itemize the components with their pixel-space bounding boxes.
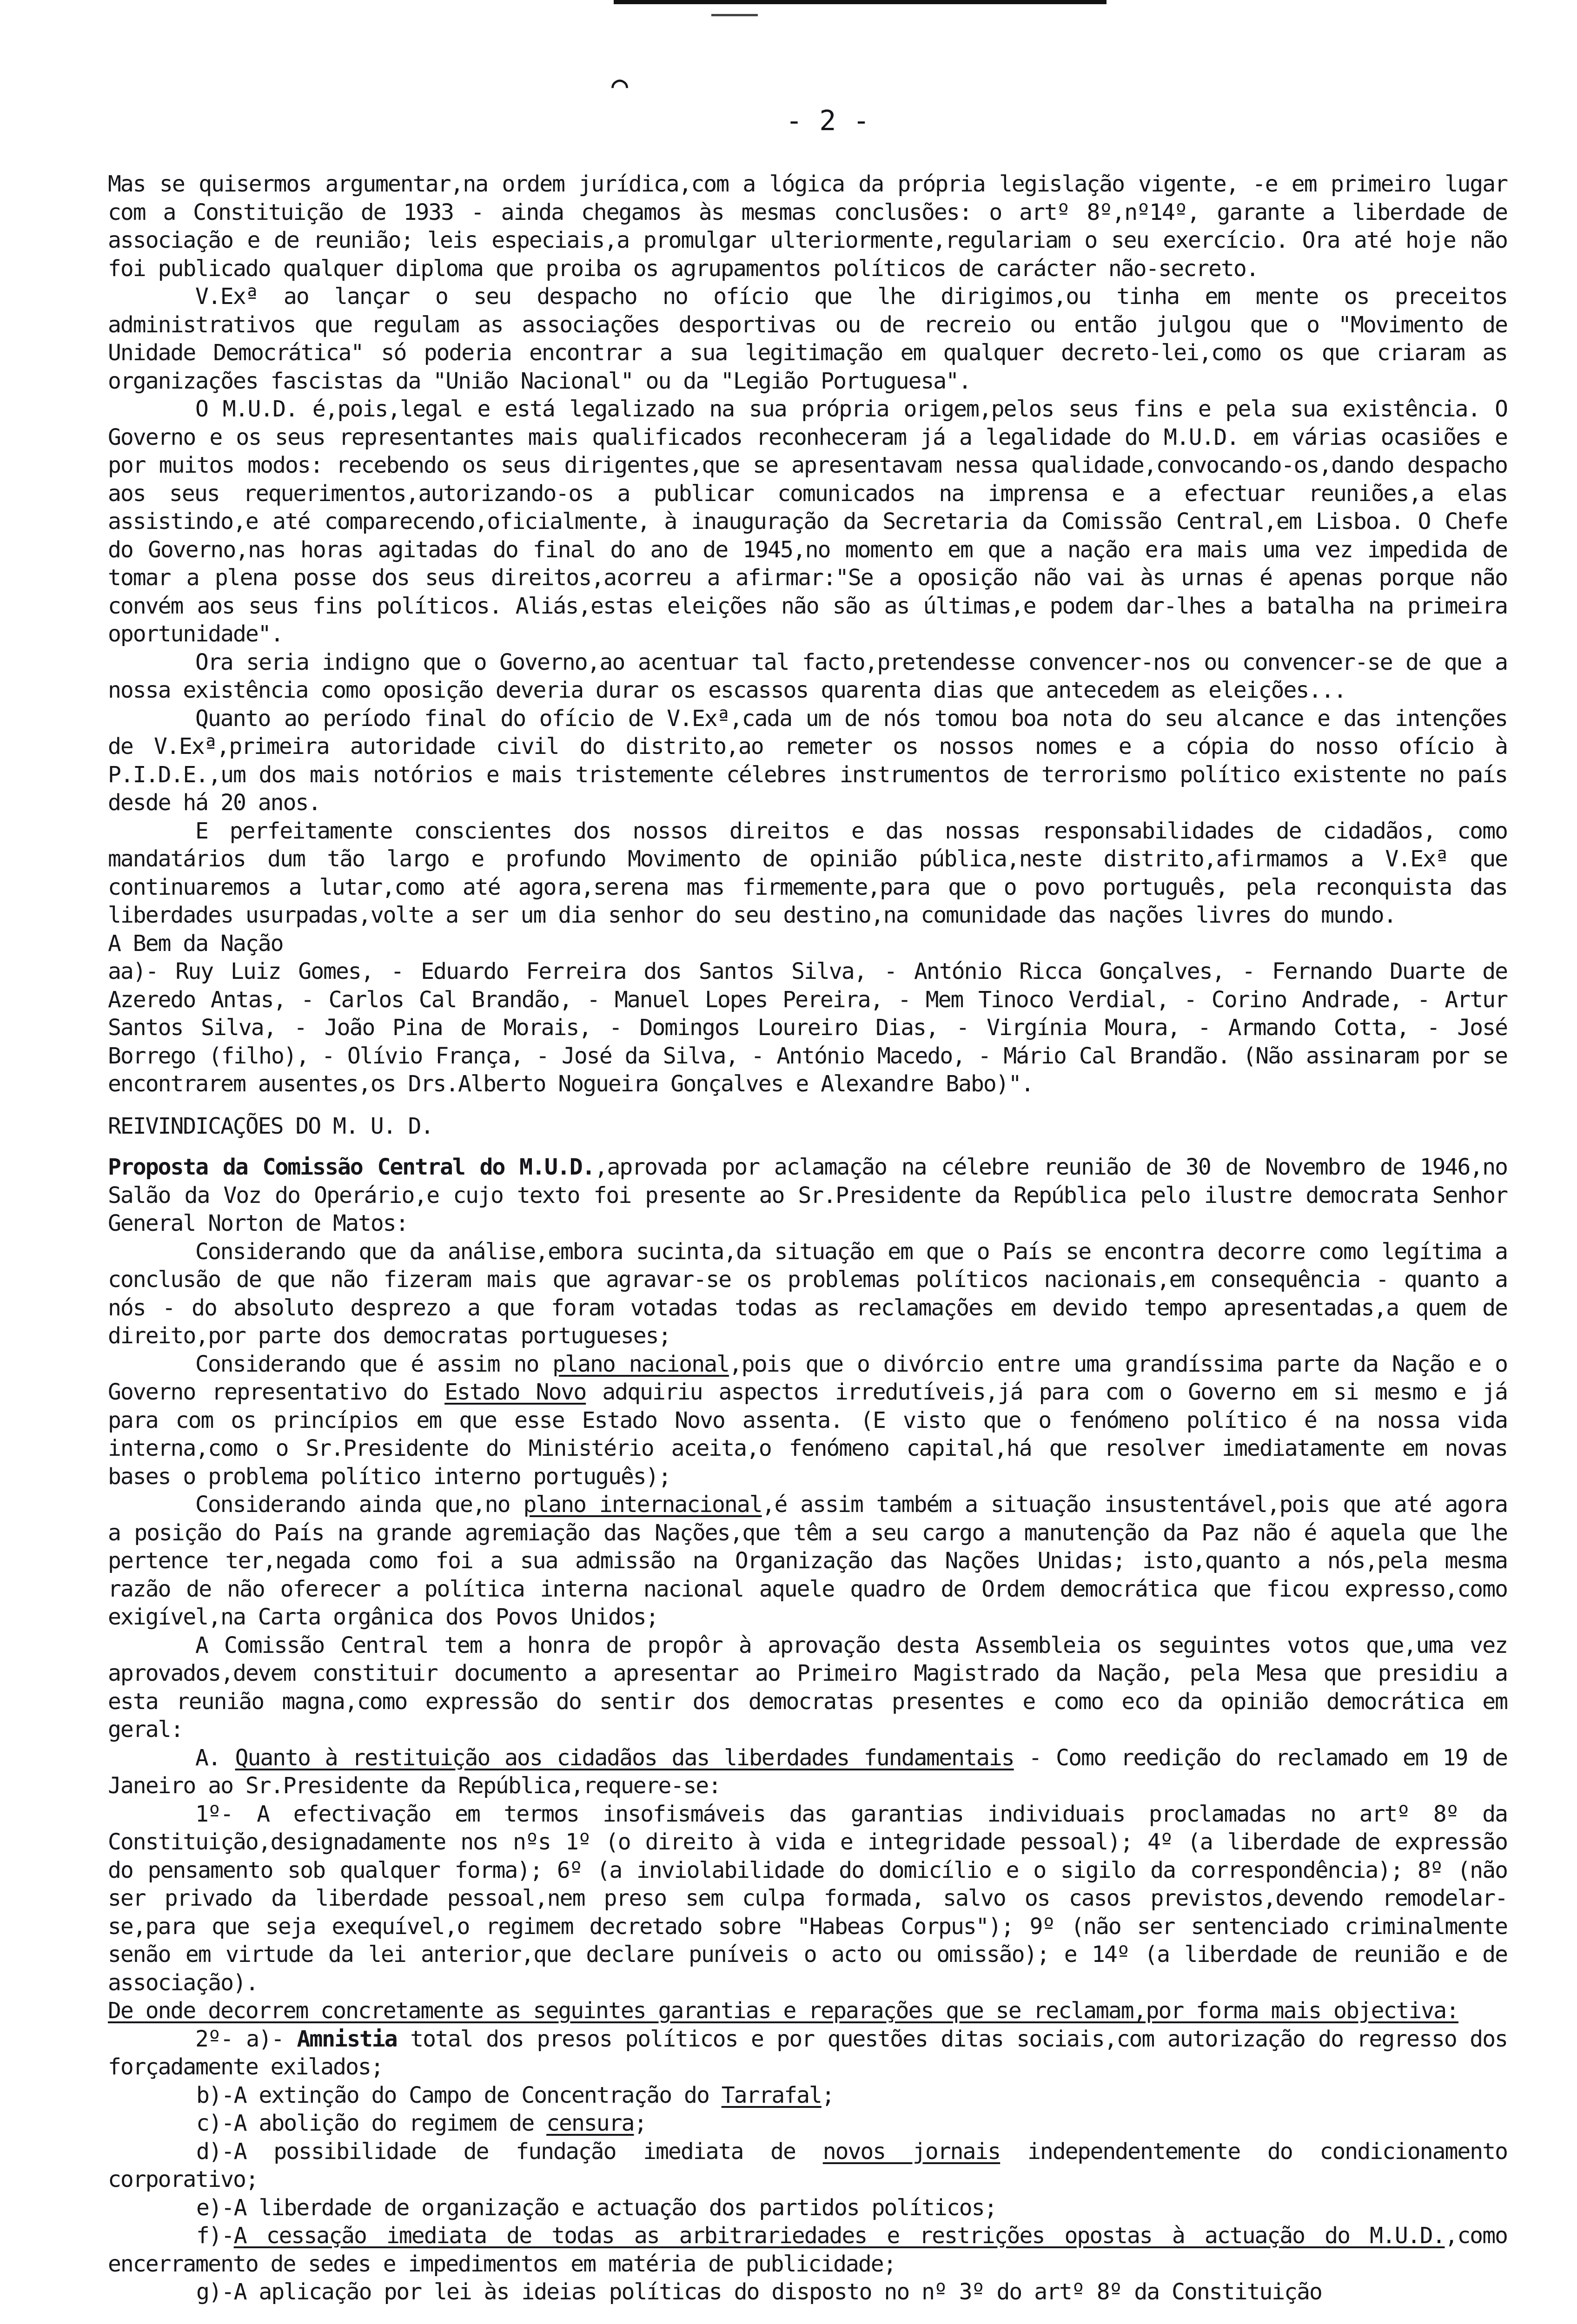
document-body bbox=[108, 170, 1507, 2306]
signatures: aa)- Ruy Luiz Gomes, - Eduardo Ferreira dos Santos Silva, - António Ricca Gonçalves, - Fernando Duarte de Azeredo Antas, - Carlos Cal Brandão, - Manuel Lopes Pereira, - Mem Tinoco Verdial, - Corino Andrade, - Artur Santos Silva, - João Pina de Morais, - Domingos Loureiro Dias, - Virgínia Moura, - Armando Cotta, - José Borrego (filho), - Olívio França, - José da Silva, - António Macedo, - Mário Cal Brandão. (Não assinaram por se encontrarem ausentes,os Drs.Alberto Nogueira Gonçalves e Alexandre Babo)". bbox=[108, 958, 1507, 1097]
underlined-text: Quanto à restituição aos cidadãos das liberdades fundamentais bbox=[235, 1744, 1014, 1771]
text-run: 2º- a)- bbox=[195, 2026, 297, 2052]
decorrem-line: De onde decorrem concretamente as seguintes garantias e reparações que se reclamam,por forma mais objectiva: bbox=[108, 1998, 1459, 2024]
text-run: ,como encerramento de sedes e impedimentos em matéria de publicidade; bbox=[108, 2223, 1507, 2277]
page-number: - 2 - bbox=[786, 105, 870, 137]
closing-formula: A Bem da Nação bbox=[108, 930, 283, 957]
item-2g: g)-A aplicação por lei às ideias políticas do disposto no nº 3º do artº 8º da Constituição bbox=[196, 2279, 1322, 2305]
underlined-text: Estado Novo bbox=[444, 1379, 586, 1405]
proposal-intro bbox=[108, 1153, 1507, 1238]
comissao-central: A Comissão Central tem a honra de propôr à aprovação desta Assembleia os seguintes votos que,uma vez aprovados,devem constituir documento a apresentar ao Primeiro Magistrado da Nação, pela Mesa que presidiu a esta reunião magna,como expressão do sentir dos democratas presentes e como eco da opinião democrática em geral: bbox=[108, 1632, 1507, 1743]
item-a bbox=[108, 1744, 1507, 1800]
paragraph-mud-legal: O M.U.D. é,pois,legal e está legalizado na sua própria origem,pelos seus fins e pela sua existência. O Governo e os seus representantes mais qualificados reconheceram já a legalidade do M.U.D. em várias ocasiões e por muitos modos: recebendo os seus dirigentes,que se apresentavam nessa qualidade,convocando-os,dando despacho aos seus requerimentos,autorizando-os a publicar comunicados na imprensa e a efectuar reuniões,a elas assistindo,e até comparecendo,oficialmente, à inauguração da Secretaria da Comissão Central,em Lisboa. O Chefe do Governo,nas horas agitadas do final do ano de 1945,no momento em que a nação era mais uma vez impedida de tomar a plena posse dos seus direitos,acorreu a afirmar:"Se a oposição não vai às urnas é apenas porque não convém aos seus fins políticos. Aliás,estas eleições não são as últimas,e podem dar-lhes a batalha na primeira oportunidade". bbox=[108, 396, 1507, 647]
text-run: b)-A extinção do Campo de Concentração do bbox=[196, 2082, 722, 2108]
bold-text: Amnistia bbox=[297, 2026, 397, 2052]
underlined-text: plano nacional bbox=[552, 1351, 729, 1377]
item-2a bbox=[108, 2025, 1507, 2081]
text-run: adquiriu aspectos irredutíveis,já para com o Governo em si mesmo e já para com os princípios em que esse Estado Novo assenta. (E visto que o fenómeno político é na nossa vida interna,como o Sr.Presidente do Ministério aceita,o fenómeno capital,há que resolver imediatamente em novas bases o problema político interno português); bbox=[108, 1379, 1508, 1490]
text-run: d)-A possibilidade de fundação imediata de bbox=[196, 2138, 823, 2165]
item-2b bbox=[108, 2081, 1507, 2110]
considerando-3 bbox=[108, 1491, 1507, 1631]
paragraph-conscientes: E perfeitamente conscientes dos nossos direitos e das nossas responsabilidades de cidadãos, como mandatários dum tão largo e profundo Movimento de opinião pública,neste distrito,afirmamos a V.Exª que continuaremos a lutar,como até agora,serena mas firmemente,para que o povo português, pela reconquista das liberdades usurpadas,volte a ser um dia senhor do seu destino,na comunidade das nações livres do mundo. bbox=[108, 818, 1507, 928]
text-run: - Como reedição do reclamado em 19 de Janeiro ao Sr.Presidente da República,requere-se: bbox=[108, 1744, 1507, 1799]
scan-top-mark bbox=[711, 14, 758, 16]
text-run: f)- bbox=[196, 2223, 234, 2249]
proposal-rest: ,aprovada por aclamação na célebre reunião de 30 de Novembro de 1946,no Salão da Voz do Operário,e cujo texto foi presente ao Sr.Presidente da República pelo ilustre democrata Senhor General Norton de Matos: bbox=[108, 1154, 1508, 1236]
item-2e: e)-A liberdade de organização e actuação dos partidos políticos; bbox=[196, 2194, 997, 2221]
paragraph-legal-argument: Mas se quisermos argumentar,na ordem jurídica,com a lógica da própria legislação vigente, -e em primeiro lugar com a Constituição de 1933 - ainda chegamos às mesmas conclusões: o artº 8º,nº14º, garante a liberdade de associação e de reunião; leis especiais,a promulgar ulteriormente,regulariam o seu exercício. Ora até hoje não foi publicado qualquer diploma que proiba os agrupamentos políticos de carácter não-secreto. bbox=[108, 171, 1507, 282]
underlined-text: A cessação imediata de todas as arbitrariedades e restrições opostas à actuação do M.U.D. bbox=[233, 2223, 1445, 2249]
text-run: ,é assim também a situação insustentável,pois que até agora a posição do País na grande agremiação das Nações,que têm a seu cargo a manutenção da Paz não é aquela que lhe pertence ter,negada como foi a sua admissão na Organização das Nações Unidas; isto,quanto a nós,pela mesma razão de não oferecer a política interna nacional aquele quadro de Ordem democrática que ficou expresso,como exigível,na Carta orgânica dos Povos Unidos; bbox=[108, 1492, 1507, 1630]
text-run: Considerando ainda que,no bbox=[195, 1492, 523, 1518]
punch-mark: ⌒ bbox=[611, 68, 629, 101]
underlined-text: censura bbox=[546, 2110, 634, 2136]
underlined-text: plano internacional bbox=[523, 1492, 762, 1518]
considerando-1: Considerando que da análise,embora sucinta,da situação em que o País se encontra decorre como legítima a conclusão de que não fizeram mais que agravar-se os problemas políticos nacionais,em consequência - quanto a nós - do absoluto desprezo a que foram votadas todas as reclamações em devido tempo apresentadas,a quem de direito,por parte dos democratas portugueses; bbox=[108, 1238, 1507, 1349]
item-1: 1º- A efectivação em termos insofismáveis das garantias individuais proclamadas no artº 8º da Constituição,designadamente nos nºs 1º (o direito à vida e integridade pessoal); 4º (a liberdade de expressão do pensamento sob qualquer forma); 6º (a inviolabilidade do domicílio e o sigilo da correspondência); 8º (não ser privado da liberdade pessoal,nem preso sem culpa formada, salvo os casos previstos,devendo remodelar-se,para que seja exequível,o regimem decretado sobre "Habeas Corpus"); 9º (não ser sentenciado criminalmente senão em virtude da lei anterior,que declare puníveis o acto ou omissão); e 14º (a liberdade de reunião e de associação). bbox=[108, 1801, 1507, 1996]
text-run: ; bbox=[634, 2110, 647, 2136]
item-2d bbox=[108, 2138, 1507, 2194]
item-2f bbox=[108, 2222, 1507, 2278]
considerando-2 bbox=[108, 1350, 1507, 1491]
proposal-lead: Proposta da Comissão Central do M.U.D. bbox=[108, 1154, 595, 1180]
section-title: REIVINDICAÇÕES DO M. U. D. bbox=[108, 1113, 433, 1139]
text-run: c)-A abolição do regimem de bbox=[196, 2110, 547, 2136]
text-run: ; bbox=[821, 2082, 834, 2108]
text-run: ,pois que o divórcio entre uma grandíssima parte da Nação e o Governo representativo do bbox=[108, 1351, 1508, 1405]
text-run: total dos presos políticos e por questões ditas sociais,com autorização do regresso dos forçadamente exilados; bbox=[108, 2026, 1508, 2080]
underlined-text: novos jornais bbox=[822, 2138, 1001, 2165]
underlined-text: Tarrafal bbox=[721, 2082, 822, 2108]
paragraph-periodo-final: Quanto ao período final do ofício de V.Exª,cada um de nós tomou boa nota do seu alcance e das intenções de V.Exª,primeira autoridade civil do distrito,ao remeter os nossos nomes e a cópia do nosso ofício à P.I.D.E.,um dos mais notórios e mais tristemente célebres instrumentos de terrorismo político existente no país desde há 20 anos. bbox=[108, 705, 1507, 816]
paragraph-despacho: V.Exª ao lançar o seu despacho no ofício que lhe dirigimos,ou tinha em mente os preceitos administrativos que regulam as associações desportivas ou de recreio ou então julgou que o "Movimento de Unidade Democrática" só poderia encontrar a sua legitimação em qualquer decreto-lei,como os que criaram as organizações fascistas da "União Nacional" ou da "Legião Portuguesa". bbox=[108, 284, 1507, 394]
scan-top-edge bbox=[614, 0, 1107, 4]
item-2c bbox=[108, 2109, 1507, 2138]
text-run: independentemente do condicionamento corporativo; bbox=[108, 2138, 1507, 2192]
paragraph-indigno: Ora seria indigno que o Governo,ao acentuar tal facto,pretendesse convencer-nos ou convencer-se de que a nossa existência como oposição deveria durar os escassos quarenta dias que antecedem as eleições... bbox=[108, 649, 1507, 703]
text-run: A. bbox=[195, 1744, 235, 1771]
text-run: Considerando que é assim no bbox=[195, 1351, 553, 1377]
